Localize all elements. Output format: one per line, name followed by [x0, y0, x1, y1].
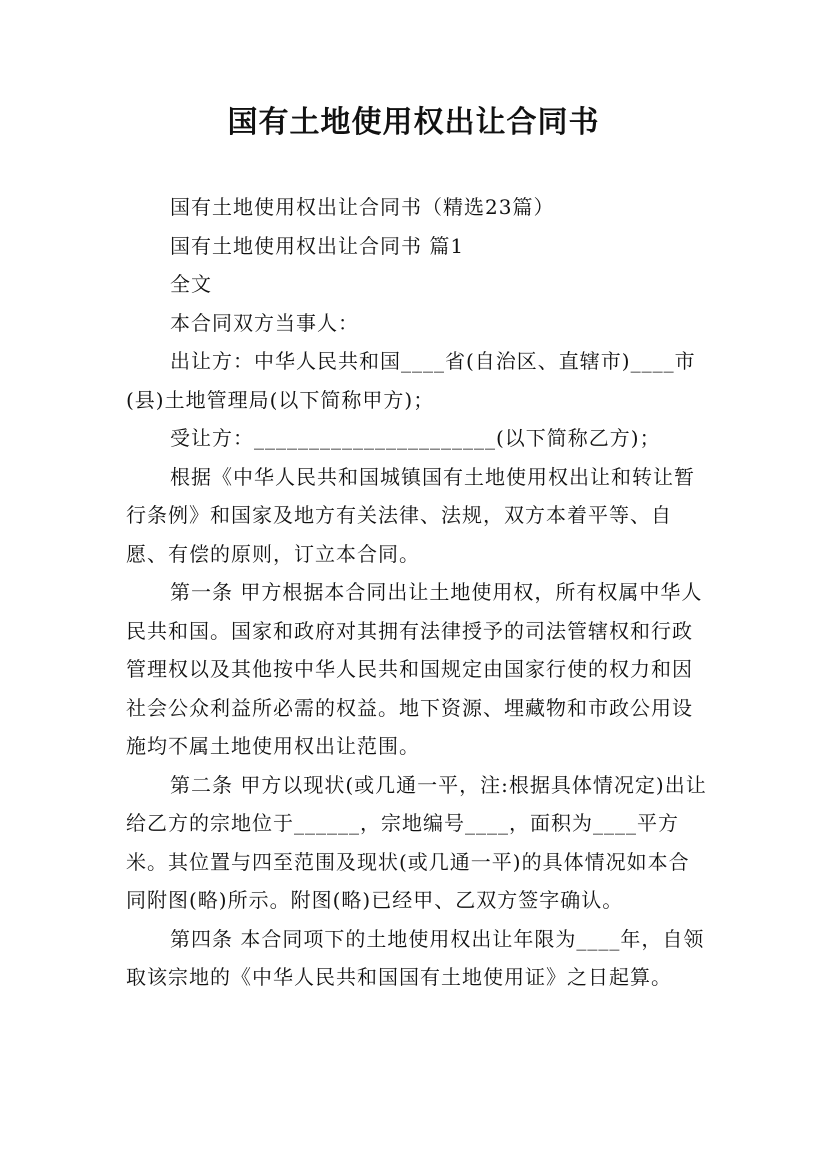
document-title: 国有土地使用权出让合同书	[227, 105, 600, 140]
document-body	[126, 188, 710, 997]
paragraph-basis: 根据《中华人民共和国城镇国有土地使用权出让和转让暂行条例》和国家及地方有关法律、法规，双方本着平等、自愿、有偿的原则，订立本合同。	[126, 464, 695, 566]
paragraph-full-text-label: 全文	[170, 272, 212, 296]
paragraph-grantee: 受让方：______________________(以下简称乙方)；	[170, 426, 661, 450]
paragraph-article-2: 第二条 甲方以现状(或几通一平，注:根据具体情况定)出让给乙方的宗地位于______，宗地编号____，面积为____平方米。其位置与四至范围及现状(或几通一平)的具体情况如本合同附图(略)所示。附图(略)已经甲、乙双方签字确认。	[126, 772, 707, 912]
paragraph-grantor: 出让方：中华人民共和国____省(自治区、直辖市)____市(县)土地管理局(以下简称甲方)；	[126, 349, 696, 412]
paragraph-section-heading: 国有土地使用权出让合同书 篇1	[170, 233, 465, 258]
paragraph-subtitle: 国有土地使用权出让合同书（精选23篇）	[170, 195, 555, 219]
paragraph-article-4: 第四条 本合同项下的土地使用权出让年限为____年，自领取该宗地的《中华人民共和国国有土地使用证》之日起算。	[126, 926, 705, 989]
paragraph-parties-intro: 本合同双方当事人：	[170, 310, 359, 335]
paragraph-article-1: 第一条 甲方根据本合同出让土地使用权，所有权属中华人民共和国。国家和政府对其拥有法律授予的司法管辖权和行政管理权以及其他按中华人民共和国规定由国家行使的权力和因社会公众利益所必需的权益。地下资源、埋藏物和市政公用设施均不属土地使用权出让范围。	[126, 580, 703, 758]
